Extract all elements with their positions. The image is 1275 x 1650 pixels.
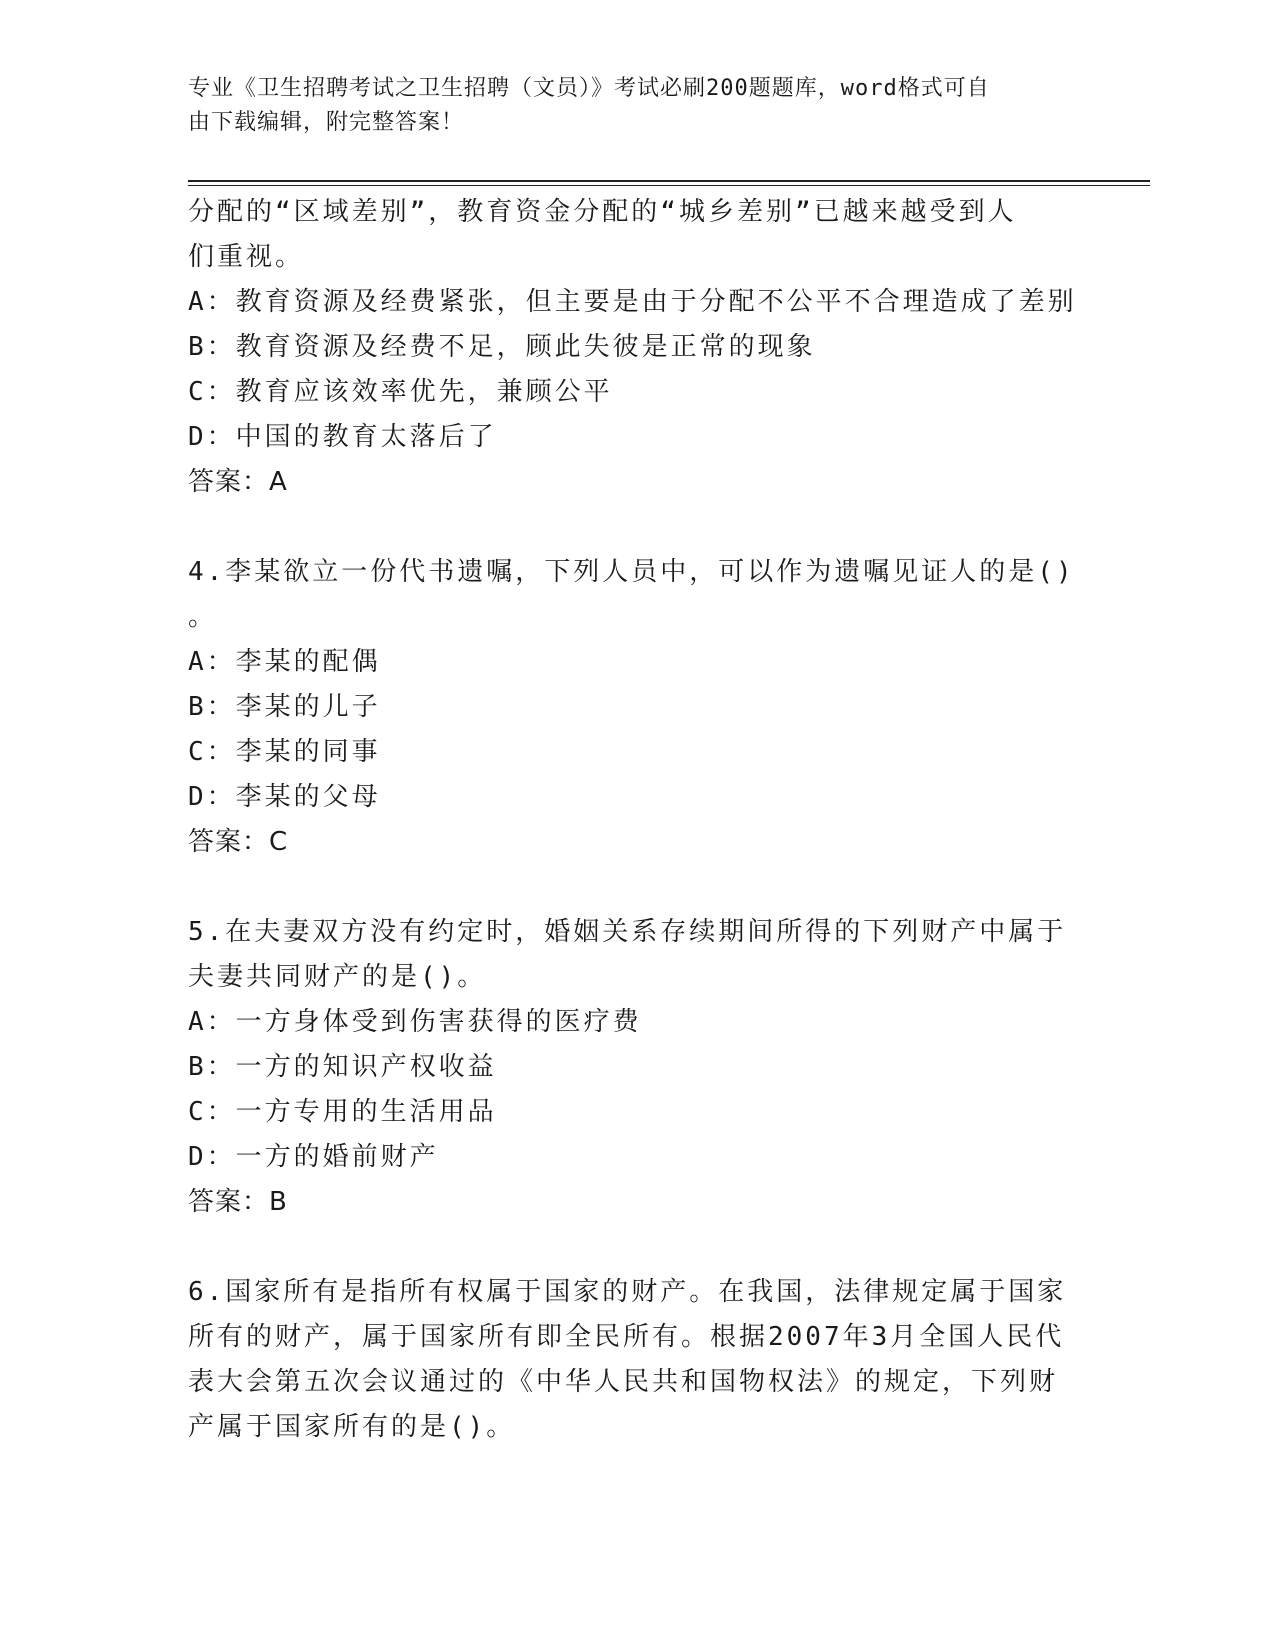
header-rule-thick bbox=[188, 180, 1150, 182]
option-c: C：一方专用的生活用品 bbox=[188, 1097, 497, 1127]
option-d: D：李某的父母 bbox=[188, 782, 381, 812]
question-3 bbox=[188, 190, 1088, 505]
option-b: B：李某的儿子 bbox=[188, 692, 381, 722]
option-a: A：一方身体受到伤害获得的医疗费 bbox=[188, 1007, 642, 1037]
option-d: D：一方的婚前财产 bbox=[188, 1142, 439, 1172]
header-rule-thin bbox=[188, 185, 1150, 186]
question-6 bbox=[188, 1270, 1088, 1450]
header-line-2: 由下载编辑，附完整答案！ bbox=[188, 110, 465, 135]
question-stem-line: 5.在夫妻双方没有约定时，婚姻关系存续期间所得的下列财产中属于 bbox=[188, 917, 1067, 947]
answer: 答案：B bbox=[188, 1187, 288, 1217]
option-a: A：李某的配偶 bbox=[188, 647, 381, 677]
option-b: B：一方的知识产权收益 bbox=[188, 1052, 497, 1082]
option-d: D：中国的教育太落后了 bbox=[188, 422, 497, 452]
option-a: A：教育资源及经费紧张，但主要是由于分配不公平不合理造成了差别 bbox=[188, 287, 1077, 317]
spacer bbox=[188, 865, 1088, 910]
question-stem-line: 表大会第五次会议通过的《中华人民共和国物权法》的规定，下列财 bbox=[188, 1367, 1059, 1397]
question-stem-line: 夫妻共同财产的是()。 bbox=[188, 962, 487, 992]
header-line-1: 专业《卫生招聘考试之卫生招聘（文员）》考试必刷200题题库，word格式可自 bbox=[188, 76, 990, 101]
option-c: C：李某的同事 bbox=[188, 737, 381, 767]
spacer bbox=[188, 1225, 1088, 1270]
question-stem-line: 分配的“区域差别”，教育资金分配的“城乡差别”已越来越受到人 bbox=[188, 197, 1017, 227]
option-b: B：教育资源及经费不足，顾此失彼是正常的现象 bbox=[188, 332, 816, 362]
answer: 答案：A bbox=[188, 467, 288, 497]
question-stem-line: 6.国家所有是指所有权属于国家的财产。在我国，法律规定属于国家 bbox=[188, 1277, 1067, 1307]
question-stem-line: 。 bbox=[188, 602, 218, 632]
question-5 bbox=[188, 910, 1088, 1225]
document-header bbox=[188, 72, 1068, 140]
question-list bbox=[188, 190, 1088, 1450]
question-stem-line: 4.李某欲立一份代书遗嘱，下列人员中，可以作为遗嘱见证人的是() bbox=[188, 557, 1075, 587]
question-stem-line: 所有的财产，属于国家所有即全民所有。根据2007年3月全国人民代 bbox=[188, 1322, 1065, 1352]
question-4 bbox=[188, 550, 1088, 865]
answer: 答案：C bbox=[188, 827, 289, 857]
spacer bbox=[188, 505, 1088, 550]
question-stem-line: 产属于国家所有的是()。 bbox=[188, 1412, 516, 1442]
question-stem-line: 们重视。 bbox=[188, 242, 305, 272]
option-c: C：教育应该效率优先，兼顾公平 bbox=[188, 377, 613, 407]
